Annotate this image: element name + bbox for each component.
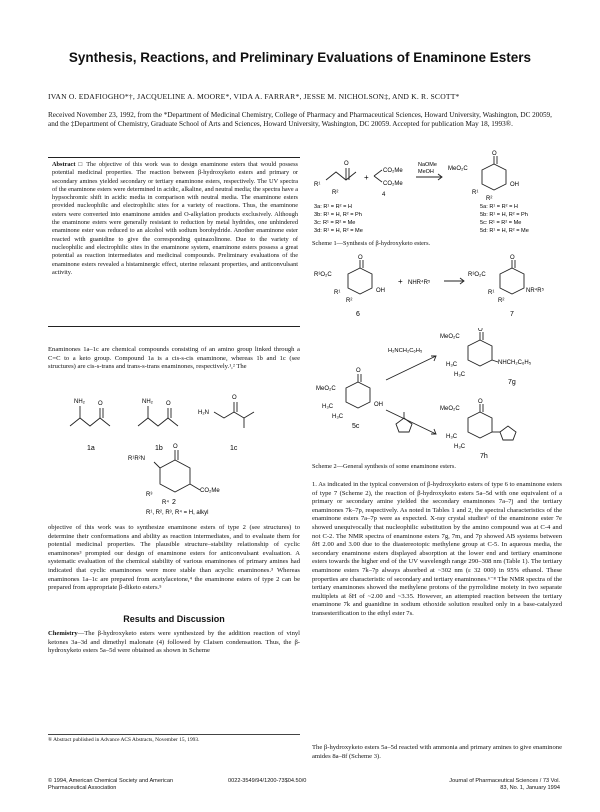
2-r4: R⁴ [162, 500, 169, 506]
abstract-text: The objective of this work was to design enaminone esters that would possess potential medicinal properties. The reaction between β-hydroxyketo esters and primary or secondary amines yielded secondary or tertiary enaminone esters, respectively. The UV spectra of the enaminone esters were determined in acidic, alkaline, and neutral media; the spectra have a hypsochromic shift in acidic media in comparison with neutral media. The enaminone esters provided nucleophilic and electrophilic sites for a variety of reactions. Thus, the enaminone esters were converted into enaminone amides and O-alkylation products exclusively. Although the enaminone esters were generally resistant to reduction by metal hydrides, one unhindered enaminone ester was reduced to an alcohol with sodium borohydride. Another enaminone ester reacted with guanidine to give the corresponding quinazolinone. Due to the variety of nucleophilic and electrophilic sites in the enaminone system, enaminone esters possess a great potential as reaction intermediates and medicinal compounds. Preliminary evaluations of the enaminone esters revealed a histaminergic effect, uterine relaxant properties, and anticonvulsant activity. [52, 161, 298, 276]
right-column-paragraph-2: The β-hydroxyketo esters 5a–5d reacted with ammonia and primary amines to give enaminone amides 8a–8f (Scheme 3). [312, 744, 562, 760]
s7h-o: O [478, 399, 483, 405]
s5c-o: O [356, 368, 361, 374]
s6-amine: NHR⁴R⁵ [408, 280, 431, 286]
malonate-4 [374, 168, 403, 198]
1b-nh2: NH₂ [142, 399, 153, 405]
1c-h2n: H₂N [198, 410, 209, 416]
s7h-h3c-2: H₃C [454, 444, 466, 450]
list-5a: 5a: R¹ = R² = H [480, 204, 518, 210]
s1-co2me-bottom: CO₂Me [383, 181, 403, 187]
list-5c: 5c: R¹ = R² = Me [480, 220, 522, 226]
s7g-o: O [478, 328, 483, 333]
structure-1c [198, 395, 254, 452]
1b-o: O [166, 401, 171, 407]
label-1b: 1b [155, 445, 163, 452]
objective-paragraph: objective of this work was to synthesize enaminone esters of type 2 (see structures) to determine their conformations and ability as reaction intermediates, and to evaluate them for potential medicinal properties. The plausible structure–stability relationship of cyclic enaminones³ prompted our design of enaminone esters for anticonvulsant evaluation. A systematic evaluation of the chemical stability of various enaminones of primary amines had indicated that cyclic enaminones were more stable than acyclic enaminones.³ Whereas enaminones 1a–1c are prepared from acetylacetone,⁴ the enaminone esters of type 2 can be prepared from appropriate β-diketo esters.⁵ [48, 524, 300, 592]
chemistry-paragraph [48, 630, 300, 656]
structure-7g [440, 328, 532, 386]
author-list: IVAN O. EDAFIOGHO*†, JACQUELINE A. MOORE*, VIDA A. FARRAR*, JESSE M. NICHOLSON‡, AND K. R. SCOTT* [48, 92, 460, 101]
2-co2me: CO₂Me [200, 488, 220, 494]
list-3b: 3b: R¹ = H, R² = Ph [314, 212, 362, 218]
s7g-h3c-2: H₃C [454, 372, 466, 378]
scheme-6-to-7 [312, 254, 562, 322]
pyrrolidine-reagent-icon [396, 412, 412, 432]
s7h-meo2c: MeO₂C [440, 406, 460, 412]
s2-amine-reagent: H₂NCH₂C₆H₅ [388, 348, 423, 354]
label-7: 7 [510, 311, 514, 318]
s6-r2: R² [346, 298, 353, 304]
abstract-square-icon: □ [78, 161, 84, 168]
s5c-h3c-1: H₃C [322, 404, 334, 410]
structure-1a [70, 399, 110, 452]
1a-o: O [98, 401, 103, 407]
label-4: 4 [382, 192, 386, 198]
list-3c: 3c: R¹ = R² = Me [314, 220, 356, 226]
label-6: 6 [356, 311, 360, 318]
chemistry-text: —The β-hydroxyketo esters were synthesized by the addition reaction of vinyl ketones 3a–3d and dimethyl malonate (4) followed by Claisen condensation. Thus, the β-hydroxyketo esters 5a–5d were obtained as shown in Scheme [48, 630, 300, 655]
s6-r3o2c: R³O₂C [314, 272, 332, 278]
scheme-2 [312, 328, 562, 460]
s1-oh: OH [510, 182, 519, 188]
s1-co2me-top: CO₂Me [383, 168, 403, 174]
scheme1-left-list [314, 204, 363, 234]
s1-r1: R¹ [314, 182, 321, 188]
s1-reagent-meoh: MeOH [418, 169, 434, 175]
s1-product-o: O [492, 151, 497, 157]
footer-journal: Journal of Pharmaceutical Sciences / 73 Vol. 83, No. 1, January 1994 [449, 778, 560, 791]
structure-5c [316, 368, 383, 430]
footnote-abstract-published: ® Abstract published in Advance ACS Abstracts, November 15, 1993. [48, 734, 300, 743]
2-o: O [173, 444, 178, 450]
list-3d: 3d: R¹ = H, R² = Me [314, 228, 363, 234]
legend-2: R¹, R², R³, R⁴ = H, alkyl [146, 510, 209, 516]
s6-o: O [358, 255, 363, 261]
structure-7 [468, 255, 545, 318]
paper-title: Synthesis, Reactions, and Preliminary Evaluations of Enaminone Esters [68, 50, 532, 65]
scheme-2-caption: Scheme 2—General synthesis of some enaminone esters. [312, 463, 456, 470]
structures-1a-1c-2 [60, 386, 300, 520]
s7-o: O [510, 255, 515, 261]
s6-r1: R¹ [334, 290, 341, 296]
s1-plus: + [364, 173, 369, 182]
1a-nh2: NH₂ [74, 399, 85, 405]
2-r3: R³ [146, 492, 153, 498]
s1-r2: R² [332, 190, 339, 196]
1c-o: O [232, 395, 237, 401]
received-note: Received November 23, 1992, from the *Department of Medicinal Chemistry, College of Pharmacy and Pharmaceutical Sciences, Howard University, Washington, DC 20059, and the ‡Department of Chemistry, Graduate School of Arts and Sciences, Howard University, Washington, DC 20059. Accepted for publication May 18, 1993®. [48, 111, 552, 129]
right-column-paragraph: 1. As indicated in the typical conversion of β-hydroxyketo esters of type 6 to enaminone esters of type 7 (Scheme 2), the reaction of β-hydroxyketo esters 5a–5d with one equivalent of a primary or secondary amine yielded the secondary enaminones 7a–7j and the tertiary enaminones 7k–7p, respectively. As noted in Tables 1 and 2, the spectral characteristics of the enaminone esters 7a–7p were as expected. X-ray crystal studies⁶ of the enaminone ester 7e showed unequivocally that nucleophilic substitution by the amino compound was at C-4 and not C-2. The NMR spectra of enaminone esters 7g, 7m, and 7p showed AB systems between δH 2.00 and 3.00 due to the diastereotopic methylene group at C-5. In aqueous media, the secondary enaminone esters displayed absorption at the lower end and tertiary enaminone esters towards the higher end of the UV wavelength range 290–308 nm (Table 1). The tertiary enaminone esters 7k–7p always absorbed at ~302 nm (ε 32 000) in 95% ethanol. These properties are characteristic of secondary and tertiary enaminones.⁶⁻⁸ The NMR spectra of the tertiary enaminones showed the methylene protons of the pyrrolidine moiety in two separate multiplets at δH of ~2.00 and ~3.35. However, an attempted reaction between the tertiary enaminone 7k and guanidine in sodium ethoxide solution resulted only in a base-catalyzed transesterification to the ethyl ester 7s. [312, 481, 562, 617]
label-2: 2 [172, 499, 176, 506]
intro-paragraph: Enaminones 1a–1c are chemical compounds consisting of an amino group linked through a C=C to a keto group. Compound 1a is a cis-s-cis enaminone, whereas 1b and 1c (see structures) are cis-s-trans and trans-s-trans enaminones, respectively.¹,² The [48, 346, 300, 371]
label-7h: 7h [480, 453, 488, 460]
scheme-1 [312, 150, 562, 238]
2-r1r2n: R¹R²N [128, 456, 145, 462]
structure-7h [440, 399, 516, 460]
s1-meo2c: MeO₂C [448, 166, 468, 172]
scheme-1-caption: Scheme 1—Synthesis of β-hydroxyketo esters. [312, 240, 431, 247]
label-1c: 1c [230, 445, 238, 452]
list-3a: 3a: R¹ = R² = H [314, 204, 352, 210]
footer-copyright: © 1994, American Chemical Society and American Pharmaceutical Association [48, 778, 174, 791]
abstract-label: Abstract [52, 161, 76, 168]
chemistry-label: Chemistry [48, 630, 78, 637]
vinyl-ketone-3 [314, 161, 356, 196]
scheme1-right-list [480, 204, 529, 234]
s7g-nh-benzyl: NHCH₂C₆H₅ [498, 360, 532, 366]
s7-r3o2c: R³O₂C [468, 272, 486, 278]
s5c-oh: OH [374, 402, 383, 408]
hydroxyketo-ester-5 [448, 151, 519, 202]
s7-r2: R² [498, 298, 505, 304]
s1-reagent-naome: NaOMe [418, 162, 437, 168]
s7g-meo2c: MeO₂C [440, 334, 460, 340]
results-heading: Results and Discussion [123, 614, 225, 624]
list-5d: 5d: R¹ = H, R² = Me [480, 228, 529, 234]
abstract-box [48, 157, 300, 327]
structure-6 [314, 255, 385, 318]
s7-nr4r5: NR⁴R⁵ [526, 288, 545, 294]
s6-plus: + [398, 277, 403, 286]
s1-product-r2: R² [486, 196, 493, 202]
footer-code: 0022-3549/94/1200-73$04.50/0 [228, 778, 307, 784]
s5c-h3c-2: H₃C [332, 414, 344, 420]
label-1a: 1a [87, 445, 95, 452]
s7-r1: R¹ [488, 290, 495, 296]
s7h-h3c-1: H₃C [446, 434, 458, 440]
list-5b: 5b: R¹ = H, R² = Ph [480, 212, 528, 218]
s5c-meo2c: MeO₂C [316, 386, 336, 392]
s1-product-r1: R¹ [472, 190, 479, 196]
s7g-h3c-1: H₃C [446, 362, 458, 368]
structure-2 [128, 444, 220, 516]
s1-ketone-o: O [344, 161, 349, 167]
label-7g: 7g [508, 379, 516, 386]
label-5c: 5c [352, 423, 360, 430]
structure-1b [138, 399, 178, 452]
s6-oh: OH [376, 288, 385, 294]
